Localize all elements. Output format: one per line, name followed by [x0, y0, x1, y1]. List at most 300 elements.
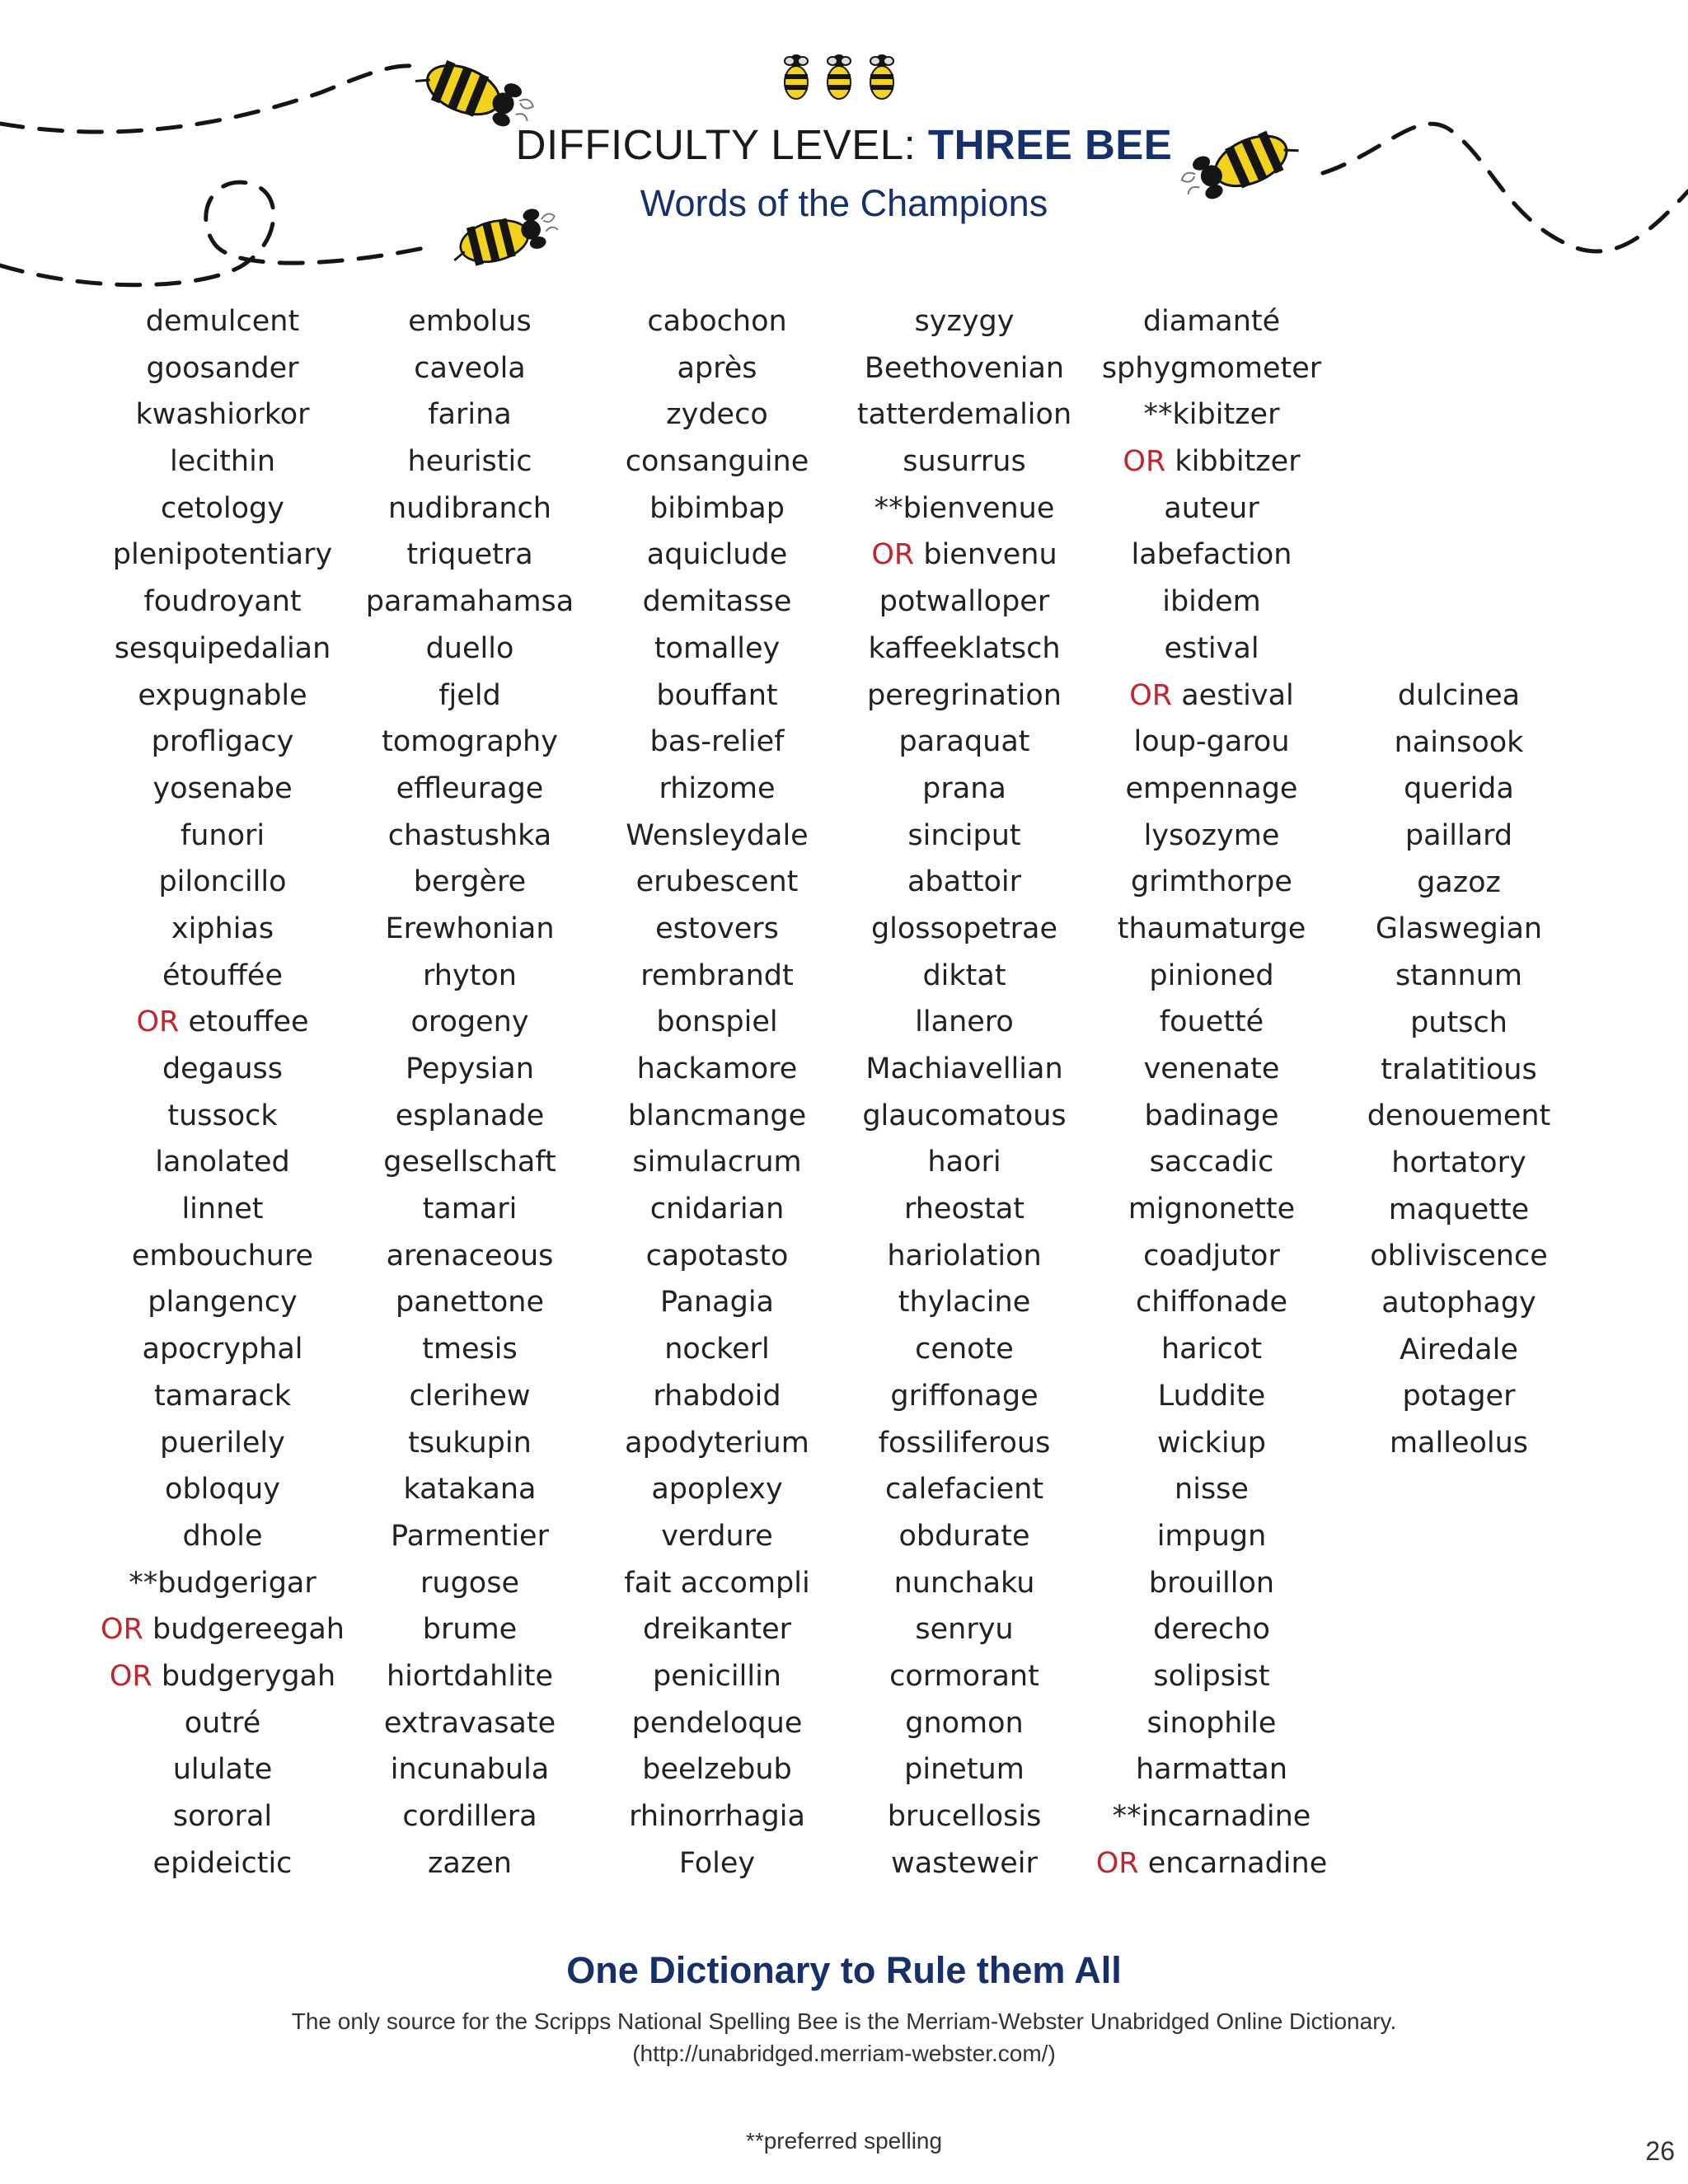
word-item [1335, 1280, 1582, 1327]
word-text: denouement [1367, 1099, 1551, 1133]
word-text: stannum [1395, 959, 1523, 993]
word-item [346, 1279, 593, 1326]
word-text: puerilely [160, 1426, 285, 1460]
word-text: demitasse [642, 585, 792, 619]
word-text: tamarack [153, 1379, 292, 1413]
word-item [346, 719, 593, 766]
word-text: obliviscence [1370, 1240, 1548, 1273]
word-text: profligacy [151, 725, 294, 759]
word-item [593, 1326, 841, 1373]
word-item [1088, 953, 1335, 1000]
small-bee-icon [870, 54, 893, 99]
word-item [346, 859, 593, 906]
word-text: solipsist [1153, 1659, 1270, 1693]
word-text: Foley [678, 1846, 756, 1880]
word-item [1088, 1046, 1335, 1093]
word-item [99, 1606, 346, 1653]
word-text: hiortdahlite [387, 1659, 553, 1693]
word-text: malleolus [1389, 1427, 1529, 1460]
word-item [1088, 1279, 1335, 1326]
word-text: cenote [915, 1333, 1014, 1366]
word-item [1088, 1233, 1335, 1280]
word-item [346, 1700, 593, 1747]
word-item [346, 1046, 593, 1093]
alternate-spelling-marker: OR [136, 1005, 180, 1039]
three-bee-icon [778, 51, 902, 102]
word-item [99, 1653, 346, 1700]
word-text: tussock [167, 1099, 278, 1132]
word-text: erubescent [635, 865, 799, 899]
word-item [593, 391, 841, 438]
word-text: gesellschaft [383, 1146, 556, 1179]
word-text: brume [422, 1613, 518, 1647]
word-text: demulcent [145, 305, 300, 338]
word-item [1088, 438, 1335, 485]
word-item [99, 1420, 346, 1467]
word-item [593, 485, 841, 532]
word-text: plenipotentiary [112, 538, 333, 572]
word-text: chastushka [387, 818, 552, 852]
word-item [1088, 1139, 1335, 1186]
word-item [1088, 673, 1335, 719]
word-item [1088, 626, 1335, 673]
word-text: sinophile [1146, 1706, 1277, 1740]
word-text: après [677, 351, 757, 385]
word-item [99, 485, 346, 532]
small-bee-icon [828, 54, 851, 99]
word-text: nockerl [664, 1333, 770, 1366]
word-text: apodyterium [625, 1426, 809, 1460]
word-text: kibbitzer [1175, 445, 1301, 479]
word-item [593, 1279, 841, 1326]
word-item [1088, 1466, 1335, 1513]
word-item [593, 766, 841, 813]
word-item [841, 673, 1088, 719]
word-text: loup-garou [1133, 725, 1290, 759]
word-item [99, 626, 346, 673]
word-item [841, 1046, 1088, 1093]
word-item [841, 532, 1088, 579]
word-item [99, 391, 346, 438]
word-item [593, 626, 841, 673]
word-item [1335, 1093, 1582, 1140]
word-text: embolus [408, 305, 532, 338]
word-text: ululate [172, 1753, 273, 1787]
word-item [99, 719, 346, 766]
word-text: prana [922, 771, 1006, 805]
word-text: lanolated [155, 1146, 290, 1179]
word-item [1088, 1560, 1335, 1607]
word-item [99, 1093, 346, 1140]
word-item [99, 813, 346, 860]
word-item [841, 766, 1088, 813]
word-text: bienvenu [923, 538, 1057, 572]
word-text: funori [180, 818, 265, 852]
alternate-spelling-marker: OR [1123, 445, 1166, 479]
word-text: potager [1402, 1380, 1516, 1413]
word-item [593, 1840, 841, 1887]
word-text: farina [428, 398, 512, 432]
word-item [841, 485, 1088, 532]
word-item [841, 298, 1088, 345]
footer-text: The only source for the Scripps National Spelling Bee is the Merriam-Webster Unabridged Online Dictionary. [291, 2008, 1397, 2034]
alternate-spelling-marker: OR [1129, 678, 1173, 712]
word-text: verdure [661, 1519, 773, 1553]
word-text: dulcinea [1397, 679, 1521, 712]
word-item [841, 1466, 1088, 1513]
word-text: estovers [655, 912, 779, 945]
word-item [346, 906, 593, 953]
word-column-4 [841, 298, 1088, 1886]
word-text: mignonette [1128, 1193, 1296, 1226]
word-item [841, 1700, 1088, 1747]
word-item [593, 859, 841, 906]
word-item [346, 1840, 593, 1887]
word-text: outré [184, 1706, 261, 1740]
word-text: aestival [1181, 678, 1294, 712]
word-item [99, 1139, 346, 1186]
word-text: gazoz [1417, 865, 1501, 899]
word-text: bibimbap [649, 491, 785, 525]
footer-title: One Dictionary to Rule them All [566, 1949, 1122, 1991]
word-text: rhyton [423, 958, 517, 992]
word-item [1335, 1140, 1582, 1187]
word-item [1088, 1793, 1335, 1840]
word-item [593, 1420, 841, 1467]
word-text: kaffeeklatsch [868, 631, 1061, 665]
word-text: bonspiel [656, 1005, 778, 1039]
word-text: sinciput [907, 818, 1021, 852]
word-item [841, 1139, 1088, 1186]
word-text: arenaceous [386, 1239, 554, 1272]
word-item [346, 1186, 593, 1233]
word-text: labefaction [1131, 538, 1292, 572]
word-text: hariolation [887, 1239, 1042, 1272]
word-item [346, 626, 593, 673]
word-text: wasteweir [891, 1846, 1038, 1880]
word-item [841, 391, 1088, 438]
word-item [1088, 1420, 1335, 1467]
word-item [1088, 1746, 1335, 1793]
word-text: étouffée [162, 958, 284, 992]
word-text: tmesis [422, 1333, 518, 1366]
word-item [99, 906, 346, 953]
word-item [346, 1746, 593, 1793]
word-item [99, 999, 346, 1046]
word-item [1088, 1186, 1335, 1233]
word-text: expugnable [138, 678, 307, 712]
word-text: dhole [182, 1519, 263, 1553]
word-item [99, 532, 346, 579]
word-item [593, 298, 841, 345]
word-text: pinioned [1149, 958, 1274, 992]
word-item [593, 579, 841, 626]
word-text: degauss [162, 1052, 284, 1085]
word-text: clerihew [409, 1379, 531, 1413]
word-text: rheostat [903, 1193, 1025, 1226]
title-prefix: DIFFICULTY LEVEL: [515, 121, 928, 168]
word-item [1088, 1606, 1335, 1653]
word-text: venenate [1143, 1052, 1280, 1085]
word-text: zydeco [666, 398, 768, 432]
word-text: wickiup [1157, 1426, 1266, 1460]
word-text: sororal [172, 1800, 273, 1833]
word-item [593, 953, 841, 1000]
word-text: panettone [396, 1286, 544, 1319]
word-item [1088, 1840, 1335, 1887]
word-item [99, 438, 346, 485]
word-text: rembrandt [640, 958, 794, 992]
word-text: effleurage [396, 771, 544, 805]
word-item [593, 719, 841, 766]
word-item [841, 1093, 1088, 1140]
word-text: senryu [915, 1613, 1014, 1647]
word-text: cnidarian [649, 1193, 785, 1226]
word-text: kwashiorkor [135, 398, 310, 432]
word-text: tomography [382, 725, 558, 759]
word-text: lecithin [169, 445, 276, 479]
word-item [1088, 813, 1335, 860]
word-item [841, 1279, 1088, 1326]
word-text: glaucomatous [862, 1099, 1067, 1132]
word-item [346, 345, 593, 392]
word-item [593, 1466, 841, 1513]
word-item [841, 1560, 1088, 1607]
word-text: fossiliferous [878, 1426, 1051, 1460]
word-text: calefacient [884, 1473, 1044, 1507]
word-item [841, 999, 1088, 1046]
word-text: susurrus [903, 445, 1026, 479]
word-text: empennage [1125, 771, 1298, 805]
word-text: consanguine [625, 445, 809, 479]
word-item [841, 1233, 1088, 1280]
word-item [841, 953, 1088, 1000]
alternate-spelling-marker: OR [109, 1659, 152, 1693]
word-text: tralatitious [1381, 1052, 1537, 1086]
word-text: saccadic [1149, 1146, 1274, 1179]
word-text: impugn [1156, 1519, 1267, 1553]
word-text: abattoir [907, 865, 1022, 899]
word-item [841, 626, 1088, 673]
word-item [346, 1139, 593, 1186]
word-text: brucellosis [887, 1800, 1042, 1833]
word-text: putsch [1410, 1005, 1507, 1039]
word-item [1088, 906, 1335, 953]
word-item [1335, 1000, 1582, 1047]
word-item [1335, 1187, 1582, 1234]
word-item [593, 906, 841, 953]
word-item [346, 391, 593, 438]
word-item [593, 345, 841, 392]
word-text: derecho [1153, 1613, 1270, 1647]
word-item [1088, 766, 1335, 813]
word-item [1335, 719, 1582, 766]
word-item [346, 1793, 593, 1840]
word-item [593, 1093, 841, 1140]
word-item [841, 813, 1088, 860]
word-text: yosenabe [152, 771, 293, 805]
word-text: **budgerigar [129, 1566, 316, 1600]
word-item [1335, 1373, 1582, 1420]
word-item [1088, 719, 1335, 766]
word-item [346, 1326, 593, 1373]
word-text: Pepysian [406, 1052, 534, 1085]
word-text: apoplexy [651, 1473, 783, 1507]
word-item [346, 766, 593, 813]
word-item [841, 1186, 1088, 1233]
word-text: heuristic [407, 445, 532, 479]
word-text: llanero [915, 1005, 1014, 1039]
word-item [99, 1840, 346, 1887]
title-level: THREE BEE [927, 121, 1173, 168]
dictionary-url: (http://unabridged.merriam-webster.com/) [632, 2041, 1056, 2066]
word-item [346, 1653, 593, 1700]
word-text: auteur [1164, 491, 1259, 525]
word-item [1088, 579, 1335, 626]
word-text: foudroyant [143, 585, 302, 619]
word-item [99, 345, 346, 392]
word-text: tatterdemalion [856, 398, 1072, 432]
alternate-spelling-marker: OR [1095, 1846, 1139, 1880]
word-text: encarnadine [1147, 1846, 1328, 1880]
word-text: piloncillo [158, 865, 287, 899]
word-item [1088, 1700, 1335, 1747]
word-text: paramahamsa [365, 585, 574, 619]
word-item [841, 345, 1088, 392]
word-text: caveola [414, 351, 526, 385]
word-text: paillard [1404, 819, 1513, 853]
word-text: badinage [1144, 1099, 1279, 1132]
small-bee-icon [785, 54, 808, 99]
word-text: cormorant [889, 1659, 1039, 1693]
word-text: dreikanter [642, 1613, 792, 1647]
word-text: diktat [922, 958, 1006, 992]
word-text: bergère [413, 865, 527, 899]
word-item [593, 1560, 841, 1607]
word-text: autophagy [1381, 1286, 1536, 1319]
word-item [841, 1420, 1088, 1467]
word-text: aquiclude [646, 538, 788, 572]
alternate-spelling-marker: OR [871, 538, 915, 572]
word-text: peregrination [867, 678, 1062, 712]
word-item [1088, 1513, 1335, 1560]
footnote: **preferred spelling [745, 2128, 943, 2154]
word-item [346, 438, 593, 485]
word-column-3 [593, 298, 841, 1886]
word-item [1335, 1327, 1582, 1374]
word-item [99, 673, 346, 719]
word-column-5 [1088, 298, 1335, 1886]
word-text: rhinorrhagia [629, 1800, 805, 1833]
word-text: esplanade [395, 1099, 545, 1132]
word-text: obloquy [165, 1473, 280, 1507]
word-item [841, 579, 1088, 626]
word-text: blancmange [627, 1099, 807, 1132]
word-text: penicillin [653, 1659, 781, 1693]
word-item [346, 1093, 593, 1140]
word-item [346, 999, 593, 1046]
word-text: nainsook [1394, 725, 1524, 759]
word-text: etouffee [188, 1005, 309, 1039]
word-item [593, 1746, 841, 1793]
word-item [346, 1420, 593, 1467]
word-item [99, 1700, 346, 1747]
word-item [1088, 1326, 1335, 1373]
word-text: bas-relief [649, 725, 785, 759]
word-text: querida [1404, 772, 1514, 806]
word-text: zazen [428, 1846, 512, 1880]
word-text: tamari [422, 1193, 518, 1226]
word-text: chiffonade [1135, 1286, 1288, 1319]
word-text: budgerygah [161, 1659, 336, 1693]
word-item [593, 1233, 841, 1280]
page-subtitle: Words of the Champions [640, 182, 1048, 224]
word-item [841, 1793, 1088, 1840]
word-item [1088, 298, 1335, 345]
word-item [1088, 1373, 1335, 1420]
word-item [1335, 766, 1582, 813]
word-item [593, 1653, 841, 1700]
word-item [1335, 953, 1582, 1000]
word-item [593, 1793, 841, 1840]
word-item [346, 485, 593, 532]
word-item [593, 1606, 841, 1653]
word-item [841, 906, 1088, 953]
word-item [593, 1186, 841, 1233]
word-text: Glaswegian [1375, 912, 1543, 946]
word-item [346, 298, 593, 345]
word-item [99, 1373, 346, 1420]
word-item [1088, 485, 1335, 532]
word-text: katakana [403, 1473, 537, 1507]
word-item [1088, 1653, 1335, 1700]
word-item [99, 1466, 346, 1513]
word-text: tsukupin [408, 1426, 532, 1460]
word-text: grimthorpe [1131, 865, 1292, 899]
word-item [99, 1279, 346, 1326]
word-text: coadjutor [1143, 1239, 1280, 1272]
word-text: thaumaturge [1117, 912, 1306, 945]
word-text: Wensleydale [626, 818, 809, 852]
word-text: **kibitzer [1143, 398, 1280, 432]
word-item [346, 1560, 593, 1607]
word-item [841, 1606, 1088, 1653]
alternate-spelling-marker: OR [101, 1613, 143, 1647]
word-text: triquetra [406, 538, 533, 572]
word-item [1335, 860, 1582, 907]
word-text: brouillon [1148, 1566, 1275, 1600]
word-item [841, 719, 1088, 766]
word-item [346, 813, 593, 860]
word-text: apocryphal [142, 1333, 303, 1366]
word-item [841, 1746, 1088, 1793]
word-item [841, 438, 1088, 485]
word-text: nunchaku [893, 1566, 1035, 1600]
word-item [1335, 906, 1582, 953]
word-text: Panagia [659, 1286, 774, 1319]
word-text: extravasate [383, 1706, 556, 1740]
word-item [1335, 1233, 1582, 1280]
word-text: bouffant [656, 678, 778, 712]
word-text: haori [927, 1146, 1001, 1179]
word-text: hortatory [1391, 1146, 1526, 1179]
word-text: rhabdoid [653, 1379, 781, 1413]
word-text: linnet [181, 1193, 264, 1226]
word-item [593, 438, 841, 485]
word-item [99, 579, 346, 626]
word-item [346, 1513, 593, 1560]
word-text: nudibranch [388, 491, 551, 525]
